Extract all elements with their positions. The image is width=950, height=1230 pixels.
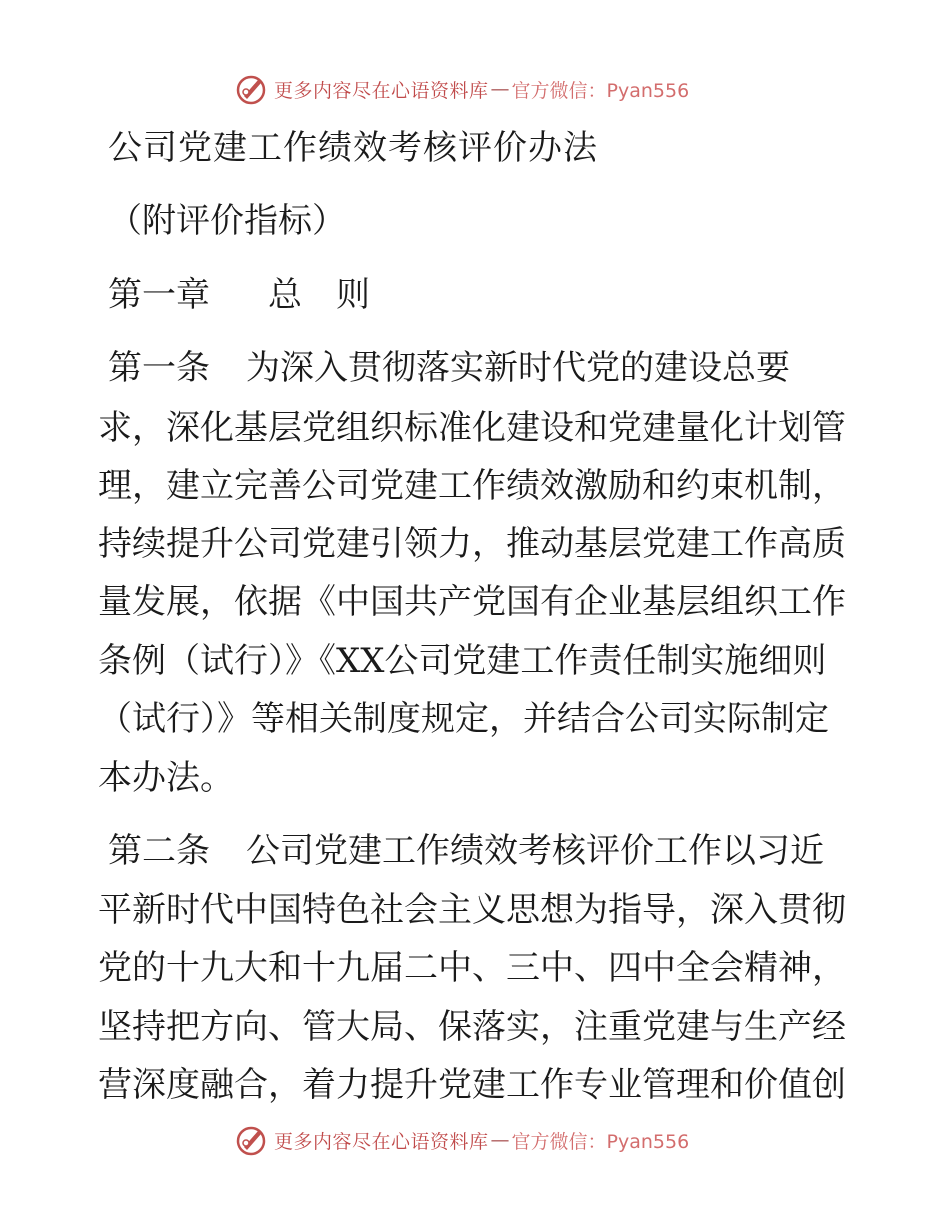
article1-first-line [108,348,790,388]
article1-line: 本办法。 [98,758,234,798]
document-subtitle: （附评价指标） [108,201,346,241]
watermark-contact: 官方微信：Pyan556 [511,1130,690,1153]
article1-line: 条例（试行）》《XX公司党建工作责任制实施细则 [98,641,827,681]
article1-label: 第一条 [108,348,210,388]
chapter-label: 第一章 [108,275,210,315]
chapter-name: 总 则 [268,275,370,315]
watermark-text: 更多内容尽在心语资料库 [274,1130,489,1153]
article1-line: 求，深化基层党组织标准化建设和党建量化计划管 [98,408,846,448]
article2-line: 平新时代中国特色社会主义思想为指导，深入贯彻 [98,890,846,930]
article2-label: 第二条 [108,831,210,871]
watermark-dash: — [490,78,510,100]
logo-icon [234,1123,268,1157]
document-title: 公司党建工作绩效考核评价办法 [108,128,598,168]
article2-first-line [108,831,824,871]
article2-line: 坚持把方向、管大局、保落实，注重党建与生产经 [98,1007,846,1047]
article1-line: 持续提升公司党建引领力，推动基层党建工作高质 [98,524,846,564]
article1-line: 理，建立完善公司党建工作绩效激励和约束机制， [98,466,846,506]
article1-line: 量发展，依据《中国共产党国有企业基层组织工作 [98,582,846,622]
article2-line: 公司党建工作绩效考核评价工作以习近 [246,831,824,871]
watermark-contact: 官方微信：Pyan556 [511,79,690,102]
footer-watermark [234,1123,689,1157]
article2-line: 营深度融合，着力提升党建工作专业管理和价值创 [98,1065,846,1105]
logo-icon [234,72,268,106]
article2-line: 党的十九大和十九届二中、三中、四中全会精神， [98,948,846,988]
article1-line: （试行）》等相关制度规定，并结合公司实际制定 [98,699,829,739]
header-watermark [234,72,689,106]
article1-line: 为深入贯彻落实新时代党的建设总要 [246,348,790,388]
watermark-dash: — [490,1129,510,1151]
chapter-heading [108,275,370,315]
watermark-text: 更多内容尽在心语资料库 [274,79,489,102]
